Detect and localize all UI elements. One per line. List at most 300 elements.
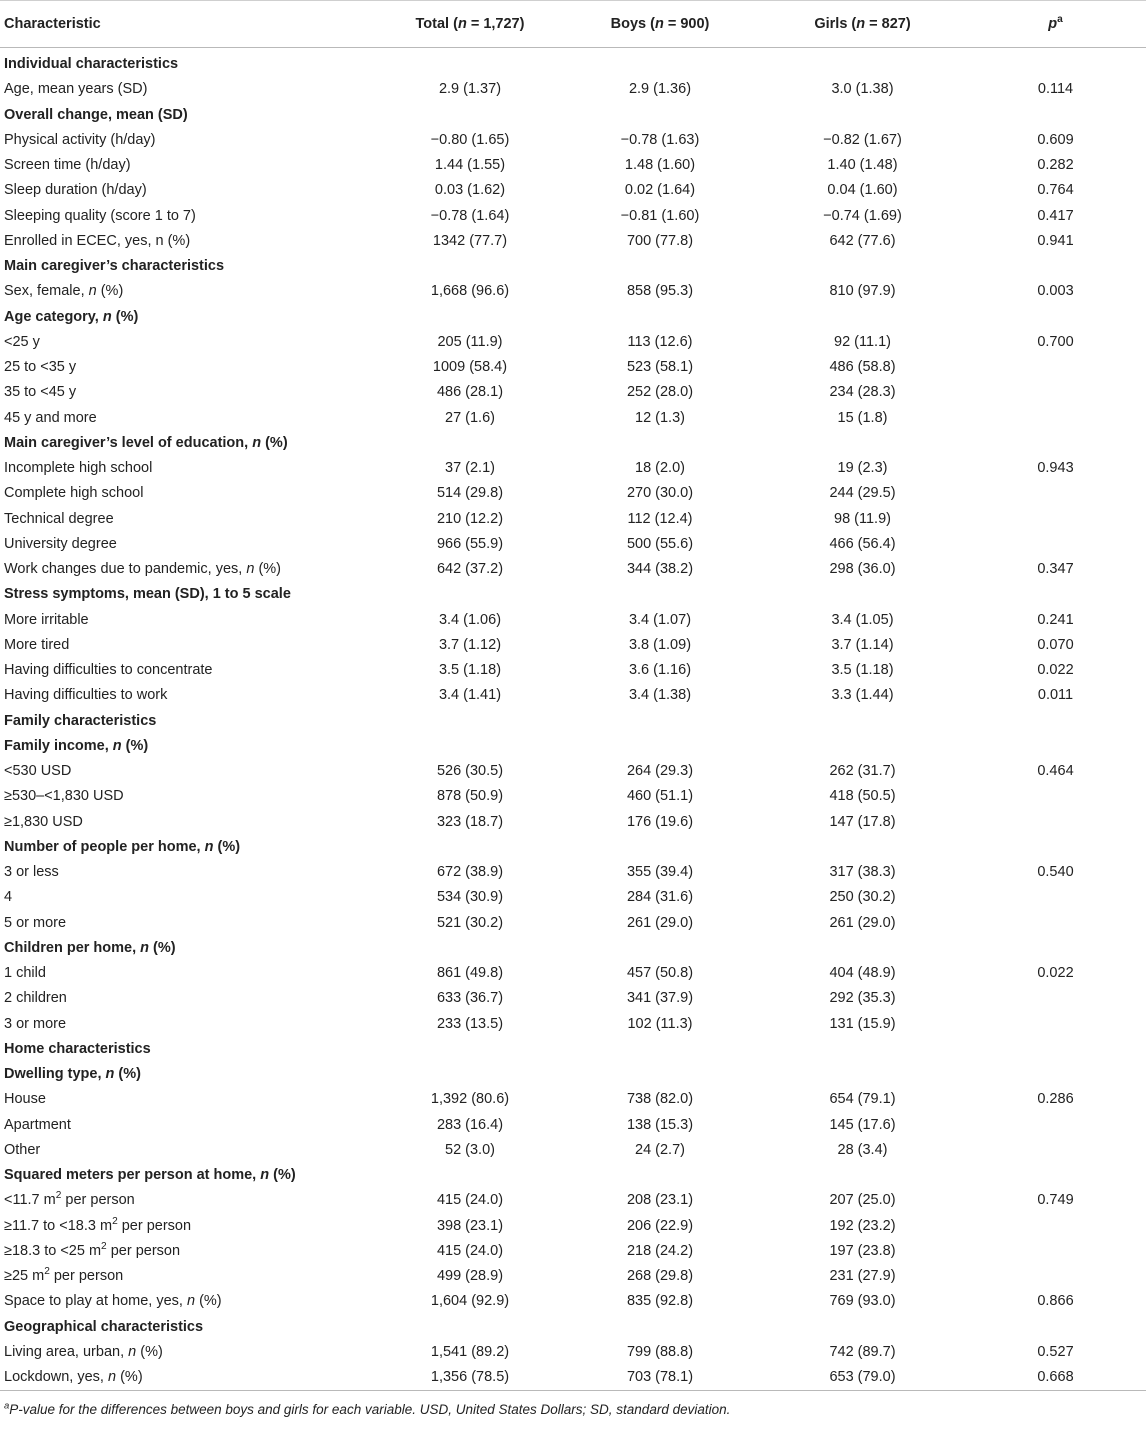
section-label: Main caregiver’s characteristics bbox=[4, 258, 225, 274]
cell-total bbox=[380, 103, 560, 128]
cell-total: 514 (29.8) bbox=[436, 485, 504, 502]
cell-total: 415 (24.0) bbox=[436, 1192, 504, 1209]
cell-p bbox=[965, 254, 1146, 279]
cell-p bbox=[965, 885, 1146, 910]
cell-girls: 654 (79.1) bbox=[829, 1091, 896, 1108]
row-label: ≥11.7 to <18.3 $m^2$ per person bbox=[4, 1215, 192, 1234]
cell-p: 0.282 bbox=[1037, 157, 1074, 173]
cell-p: 0.668 bbox=[965, 1365, 1146, 1391]
cell-boys: 270 (30.0) bbox=[626, 485, 694, 502]
cell-boys: 12 (1.3) bbox=[635, 409, 685, 426]
section-row bbox=[0, 936, 1146, 961]
cell-boys: 252 (28.0) bbox=[626, 384, 694, 401]
cell-total: 1,356 (78.5) bbox=[380, 1365, 560, 1391]
cell-total: 1009 (58.4) bbox=[432, 359, 508, 375]
table-row bbox=[0, 77, 1146, 102]
row-label: 45 y and more bbox=[4, 409, 97, 426]
cell-boys: −0.78 (1.63) bbox=[620, 131, 700, 148]
section-label: Geographical characteristics bbox=[4, 1318, 204, 1335]
section-label: Family characteristics bbox=[4, 712, 157, 729]
cell-girls: 261 (29.0) bbox=[829, 914, 896, 931]
cell-p: 0.347 bbox=[1037, 561, 1074, 577]
cell-total: −0.80 (1.65) bbox=[430, 131, 510, 148]
cell-boys bbox=[560, 254, 760, 279]
cell-total: 27 (1.6) bbox=[445, 409, 495, 426]
row-label: 3 or less bbox=[4, 864, 59, 880]
row-label: More tired bbox=[4, 636, 70, 653]
table-row bbox=[0, 229, 1146, 254]
section-row bbox=[0, 305, 1146, 330]
section-row bbox=[0, 709, 1146, 734]
cell-total: 323 (18.7) bbox=[436, 813, 504, 830]
section-row bbox=[0, 734, 1146, 759]
cell-p bbox=[965, 1214, 1146, 1239]
cell-p bbox=[965, 305, 1146, 330]
row-label: More irritable bbox=[4, 611, 89, 628]
row-label: <530 USD bbox=[4, 763, 72, 779]
section-label: Main caregiver’s level of education, n (%) bbox=[4, 434, 288, 451]
cell-girls: 231 (27.9) bbox=[829, 1268, 896, 1284]
cell-p: 0.941 bbox=[1037, 232, 1074, 249]
cell-total bbox=[380, 305, 560, 330]
cell-p bbox=[965, 734, 1146, 759]
table-row bbox=[0, 986, 1146, 1011]
section-row bbox=[0, 431, 1146, 456]
table-row bbox=[0, 1012, 1146, 1037]
section-row bbox=[0, 103, 1146, 128]
cell-boys bbox=[560, 1037, 760, 1062]
row-label: Complete high school bbox=[4, 485, 144, 502]
row-label: ≥1,830 USD bbox=[4, 813, 83, 830]
cell-total: 486 (28.1) bbox=[436, 384, 504, 401]
section-label: Family income, n (%) bbox=[4, 737, 149, 754]
cell-total: 210 (12.2) bbox=[436, 510, 504, 527]
cell-girls: 244 (29.5) bbox=[829, 485, 896, 502]
row-label: Apartment bbox=[4, 1116, 71, 1133]
cell-p bbox=[965, 431, 1146, 456]
cell-total: 398 (23.1) bbox=[436, 1217, 504, 1234]
cell-total bbox=[380, 1163, 560, 1188]
cell-boys bbox=[560, 431, 760, 456]
table-row bbox=[0, 406, 1146, 431]
table-row bbox=[0, 481, 1146, 506]
row-label: Having difficulties to concentrate bbox=[4, 662, 213, 678]
cell-boys: 500 (55.6) bbox=[626, 535, 694, 552]
cell-total: 1,392 (80.6) bbox=[430, 1091, 510, 1108]
cell-p bbox=[965, 103, 1146, 128]
table-row bbox=[0, 279, 1146, 304]
cell-girls bbox=[760, 582, 965, 607]
table-row bbox=[0, 911, 1146, 936]
cell-boys bbox=[560, 835, 760, 860]
table-row bbox=[0, 330, 1146, 355]
section-label: Home characteristics bbox=[4, 1040, 151, 1057]
cell-boys: 102 (11.3) bbox=[627, 1015, 693, 1032]
cell-girls bbox=[760, 48, 965, 78]
table-row bbox=[0, 1138, 1146, 1163]
cell-boys: 18 (2.0) bbox=[635, 460, 685, 476]
cell-boys: 3.8 (1.09) bbox=[628, 636, 692, 653]
table-row bbox=[0, 204, 1146, 229]
cell-p: 0.022 bbox=[1037, 662, 1074, 678]
cell-total: 52 (3.0) bbox=[445, 1141, 495, 1158]
cell-total: 233 (13.5) bbox=[436, 1015, 504, 1032]
cell-girls: 145 (17.6) bbox=[829, 1116, 896, 1133]
cell-boys: 113 (12.6) bbox=[627, 333, 693, 350]
cell-total bbox=[380, 254, 560, 279]
cell-girls: 262 (31.7) bbox=[829, 763, 896, 779]
cell-p bbox=[965, 1113, 1146, 1138]
cell-p bbox=[965, 1012, 1146, 1037]
cell-total: 0.03 (1.62) bbox=[434, 182, 506, 199]
cell-total bbox=[380, 1315, 560, 1340]
table-row bbox=[0, 784, 1146, 809]
section-row bbox=[0, 254, 1146, 279]
row-label: University degree bbox=[4, 535, 117, 552]
cell-total bbox=[380, 734, 560, 759]
cell-girls: 769 (93.0) bbox=[829, 1293, 896, 1310]
cell-girls: 147 (17.8) bbox=[829, 813, 896, 830]
row-label: House bbox=[4, 1091, 46, 1108]
header-characteristic: Characteristic bbox=[0, 1, 380, 48]
cell-boys: 261 (29.0) bbox=[626, 914, 694, 931]
cell-total: 526 (30.5) bbox=[436, 763, 504, 779]
cell-boys: 176 (19.6) bbox=[626, 813, 694, 830]
cell-p bbox=[965, 507, 1146, 532]
cell-boys bbox=[560, 1163, 760, 1188]
cell-boys bbox=[560, 103, 760, 128]
cell-girls bbox=[760, 1163, 965, 1188]
row-label: Physical activity (h/day) bbox=[4, 131, 156, 148]
cell-p: 0.003 bbox=[1037, 283, 1074, 300]
cell-total: 283 (16.4) bbox=[436, 1116, 504, 1133]
cell-p bbox=[965, 1062, 1146, 1087]
cell-p: 0.114 bbox=[1037, 81, 1074, 98]
cell-girls bbox=[760, 1037, 965, 1062]
cell-p bbox=[965, 1264, 1146, 1289]
cell-girls: 19 (2.3) bbox=[837, 460, 888, 476]
row-label: <11.7 $m^2$ per person bbox=[4, 1190, 135, 1209]
cell-girls: 3.4 (1.05) bbox=[831, 611, 894, 628]
table-row bbox=[0, 456, 1146, 481]
cell-girls: 317 (38.3) bbox=[829, 864, 896, 880]
cell-total: 205 (11.9) bbox=[437, 333, 503, 350]
cell-total bbox=[380, 582, 560, 607]
cell-girls: 131 (15.9) bbox=[829, 1015, 896, 1032]
cell-total: 642 (37.2) bbox=[436, 561, 504, 577]
cell-girls: 1.40 (1.48) bbox=[827, 157, 898, 173]
table-row bbox=[0, 633, 1146, 658]
cell-boys: 460 (51.1) bbox=[626, 788, 694, 805]
cell-p: 0.866 bbox=[1037, 1293, 1074, 1310]
cell-boys: 1.48 (1.60) bbox=[624, 157, 696, 173]
cell-total bbox=[380, 709, 560, 734]
cell-girls bbox=[760, 431, 965, 456]
cell-p bbox=[965, 1037, 1146, 1062]
cell-total: 1342 (77.7) bbox=[432, 232, 508, 249]
section-label: Individual characteristics bbox=[4, 56, 179, 72]
cell-total: 534 (30.9) bbox=[436, 889, 504, 906]
cell-boys bbox=[560, 48, 760, 78]
cell-total bbox=[380, 48, 560, 78]
row-label: 1 child bbox=[4, 965, 46, 981]
header-girls: Girls (n = 827) bbox=[760, 1, 965, 48]
cell-p bbox=[965, 406, 1146, 431]
cell-girls: 292 (35.3) bbox=[829, 990, 896, 1007]
cell-p bbox=[965, 986, 1146, 1011]
cell-girls bbox=[760, 1062, 965, 1087]
section-label: Dwelling type, n (%) bbox=[4, 1066, 141, 1082]
cell-girls: 192 (23.2) bbox=[829, 1217, 896, 1234]
row-label: Lockdown, yes, n (%) bbox=[0, 1365, 380, 1391]
section-row bbox=[0, 1037, 1146, 1062]
table-row bbox=[0, 1289, 1146, 1314]
cell-girls: −0.74 (1.69) bbox=[823, 207, 902, 224]
cell-boys: 138 (15.3) bbox=[626, 1116, 694, 1133]
table-row bbox=[0, 1340, 1146, 1365]
cell-girls bbox=[760, 103, 965, 128]
table-row bbox=[0, 532, 1146, 557]
cell-total: 3.5 (1.18) bbox=[438, 662, 502, 678]
row-label: Sleep duration (h/day) bbox=[4, 182, 147, 199]
cell-total bbox=[380, 936, 560, 961]
cell-p bbox=[965, 355, 1146, 380]
section-label: Age category, n (%) bbox=[4, 308, 139, 325]
cell-total: 415 (24.0) bbox=[436, 1242, 504, 1259]
cell-girls bbox=[760, 254, 965, 279]
footnote-text: P-value for the differences between boys and girls for each variable. USD, United States Dollars; SD, standard deviation. bbox=[9, 1402, 731, 1418]
cell-total: 3.7 (1.12) bbox=[438, 636, 502, 653]
header-row bbox=[0, 1, 1146, 48]
cell-girls bbox=[760, 936, 965, 961]
row-label: Technical degree bbox=[4, 510, 114, 527]
section-label: Number of people per home, n (%) bbox=[4, 838, 241, 855]
table-row bbox=[0, 1113, 1146, 1138]
table-body bbox=[0, 48, 1146, 1391]
cell-total: 2.9 (1.37) bbox=[438, 81, 502, 98]
cell-boys: 112 (12.4) bbox=[627, 510, 693, 527]
row-label: ≥18.3 to <25 $m^2$ per person bbox=[4, 1240, 181, 1259]
cell-girls: 3.0 (1.38) bbox=[831, 81, 894, 98]
cell-boys bbox=[560, 709, 760, 734]
cell-p: 0.609 bbox=[1037, 131, 1074, 148]
section-row bbox=[0, 48, 1146, 78]
cell-boys bbox=[560, 1062, 760, 1087]
cell-boys: 799 (88.8) bbox=[626, 1343, 694, 1360]
cell-girls: 642 (77.6) bbox=[829, 232, 896, 249]
cell-boys: 341 (37.9) bbox=[626, 990, 694, 1007]
cell-total: 861 (49.8) bbox=[436, 965, 504, 981]
row-label: Enrolled in ECEC, yes, n (%) bbox=[4, 232, 191, 249]
cell-p: 0.464 bbox=[1037, 763, 1074, 779]
cell-boys: 703 (78.1) bbox=[560, 1365, 760, 1391]
cell-girls bbox=[760, 305, 965, 330]
cell-girls bbox=[760, 709, 965, 734]
row-label: 35 to <45 y bbox=[4, 384, 77, 401]
cell-total: 1,604 (92.9) bbox=[430, 1293, 510, 1310]
cell-boys: 523 (58.1) bbox=[626, 359, 694, 375]
table-row bbox=[0, 1365, 1146, 1391]
cell-girls: 466 (56.4) bbox=[829, 535, 896, 552]
cell-boys: 2.9 (1.36) bbox=[628, 81, 692, 98]
row-label: Screen time (h/day) bbox=[4, 157, 131, 173]
cell-boys: 0.02 (1.64) bbox=[624, 182, 696, 199]
cell-boys: 264 (29.3) bbox=[626, 763, 694, 779]
cell-total: 672 (38.9) bbox=[436, 864, 504, 880]
cell-boys: 218 (24.2) bbox=[626, 1242, 694, 1259]
cell-girls: 207 (25.0) bbox=[829, 1192, 896, 1209]
cell-total: 966 (55.9) bbox=[436, 535, 504, 552]
cell-boys: 208 (23.1) bbox=[626, 1192, 694, 1209]
table-row bbox=[0, 128, 1146, 153]
row-label: Living area, urban, n (%) bbox=[4, 1343, 163, 1360]
cell-total bbox=[380, 835, 560, 860]
cell-boys bbox=[560, 936, 760, 961]
cell-p bbox=[965, 481, 1146, 506]
cell-total: −0.78 (1.64) bbox=[430, 207, 510, 224]
cell-girls: 418 (50.5) bbox=[829, 788, 896, 805]
cell-p: 0.022 bbox=[1037, 965, 1074, 981]
table-row bbox=[0, 355, 1146, 380]
cell-p bbox=[965, 380, 1146, 405]
cell-total: 37 (2.1) bbox=[445, 460, 495, 476]
cell-girls: 15 (1.8) bbox=[837, 409, 888, 426]
footnote-marker: a bbox=[4, 1400, 10, 1412]
section-row bbox=[0, 1315, 1146, 1340]
section-label: Children per home, n (%) bbox=[4, 939, 176, 956]
cell-p: 0.286 bbox=[1037, 1091, 1074, 1108]
cell-total: 1,668 (96.6) bbox=[430, 283, 510, 300]
cell-girls: 742 (89.7) bbox=[829, 1343, 896, 1360]
cell-p bbox=[965, 936, 1146, 961]
cell-p: 0.749 bbox=[1037, 1192, 1074, 1209]
cell-total bbox=[380, 431, 560, 456]
row-label: Age, mean years (SD) bbox=[4, 81, 148, 98]
table-row bbox=[0, 1087, 1146, 1112]
cell-total bbox=[380, 1037, 560, 1062]
cell-total: 499 (28.9) bbox=[436, 1268, 504, 1284]
cell-p: 0.417 bbox=[1037, 207, 1074, 224]
cell-p: 0.540 bbox=[1037, 864, 1074, 880]
table-row bbox=[0, 608, 1146, 633]
table-row bbox=[0, 1214, 1146, 1239]
table-row bbox=[0, 178, 1146, 203]
cell-total: 3.4 (1.41) bbox=[438, 687, 502, 704]
cell-total: 633 (36.7) bbox=[436, 990, 504, 1007]
cell-girls bbox=[760, 734, 965, 759]
cell-p: 0.011 bbox=[1037, 687, 1074, 704]
table-row bbox=[0, 885, 1146, 910]
section-label: Stress symptoms, mean (SD), 1 to 5 scale bbox=[4, 586, 291, 603]
table-row bbox=[0, 1188, 1146, 1213]
cell-girls: 3.7 (1.14) bbox=[831, 636, 894, 653]
row-label: 2 children bbox=[4, 990, 67, 1007]
header-boys: Boys (n = 900) bbox=[560, 1, 760, 48]
cell-p bbox=[965, 810, 1146, 835]
cell-girls: 0.04 (1.60) bbox=[827, 182, 898, 199]
section-row bbox=[0, 835, 1146, 860]
table-header bbox=[0, 1, 1146, 48]
cell-girls: −0.82 (1.67) bbox=[823, 131, 902, 148]
cell-girls: 197 (23.8) bbox=[829, 1242, 896, 1259]
cell-boys: 3.4 (1.38) bbox=[628, 687, 692, 704]
cell-girls: 92 (11.1) bbox=[834, 333, 891, 350]
cell-p bbox=[965, 1138, 1146, 1163]
cell-girls: 234 (28.3) bbox=[829, 384, 896, 401]
cell-boys: 344 (38.2) bbox=[626, 561, 694, 577]
table-footnote bbox=[0, 1401, 1146, 1419]
row-label: Sex, female, n (%) bbox=[4, 283, 124, 300]
cell-p bbox=[965, 835, 1146, 860]
row-label: Having difficulties to work bbox=[4, 687, 168, 704]
table-row bbox=[0, 557, 1146, 582]
cell-boys bbox=[560, 1315, 760, 1340]
cell-p: 0.070 bbox=[1037, 636, 1074, 653]
cell-p bbox=[965, 784, 1146, 809]
cell-p: 0.943 bbox=[1037, 460, 1074, 476]
section-row bbox=[0, 1163, 1146, 1188]
cell-boys bbox=[560, 582, 760, 607]
section-label: Overall change, mean (SD) bbox=[4, 106, 188, 123]
cell-p bbox=[965, 48, 1146, 78]
cell-p bbox=[965, 911, 1146, 936]
cell-p: 0.700 bbox=[1037, 333, 1074, 350]
table-row bbox=[0, 380, 1146, 405]
section-label: Squared meters per person at home, n (%) bbox=[4, 1167, 296, 1183]
cell-p bbox=[965, 1315, 1146, 1340]
cell-boys: 206 (22.9) bbox=[626, 1217, 694, 1234]
cell-boys: 835 (92.8) bbox=[626, 1293, 694, 1310]
cell-girls: 3.3 (1.44) bbox=[831, 687, 894, 704]
cell-girls: 653 (79.0) bbox=[760, 1365, 965, 1391]
cell-total bbox=[380, 1062, 560, 1087]
cell-girls: 486 (58.8) bbox=[829, 359, 896, 375]
cell-p: 0.527 bbox=[1037, 1343, 1074, 1360]
cell-p bbox=[965, 532, 1146, 557]
cell-boys: −0.81 (1.60) bbox=[620, 207, 700, 224]
cell-p: 0.764 bbox=[1037, 182, 1074, 199]
cell-boys: 738 (82.0) bbox=[626, 1091, 694, 1108]
cell-boys: 3.6 (1.16) bbox=[628, 662, 692, 678]
table-row bbox=[0, 860, 1146, 885]
row-label: 25 to <35 y bbox=[4, 359, 77, 375]
table-row bbox=[0, 810, 1146, 835]
cell-boys: 700 (77.8) bbox=[626, 232, 694, 249]
row-label: ≥530–<1,830 USD bbox=[4, 788, 124, 805]
cell-girls: 28 (3.4) bbox=[837, 1141, 888, 1158]
row-label: ≥25 $m^2$ per person bbox=[4, 1266, 124, 1284]
section-row bbox=[0, 582, 1146, 607]
table-row bbox=[0, 507, 1146, 532]
cell-p bbox=[965, 1163, 1146, 1188]
table-row bbox=[0, 1264, 1146, 1289]
cell-boys bbox=[560, 305, 760, 330]
cell-girls: 3.5 (1.18) bbox=[831, 662, 894, 678]
cell-girls: 404 (48.9) bbox=[829, 965, 896, 981]
table-row bbox=[0, 153, 1146, 178]
row-label: <25 y bbox=[4, 333, 40, 350]
table-row bbox=[0, 759, 1146, 784]
row-label: 3 or more bbox=[4, 1015, 67, 1032]
cell-girls bbox=[760, 1315, 965, 1340]
cell-total: 1.44 (1.55) bbox=[434, 157, 506, 173]
row-label: Work changes due to pandemic, yes, n (%) bbox=[4, 561, 282, 577]
cell-boys: 3.4 (1.07) bbox=[628, 611, 692, 628]
row-label: 5 or more bbox=[4, 914, 67, 931]
table-row bbox=[0, 1239, 1146, 1264]
cell-p bbox=[965, 582, 1146, 607]
cell-boys: 457 (50.8) bbox=[626, 965, 694, 981]
